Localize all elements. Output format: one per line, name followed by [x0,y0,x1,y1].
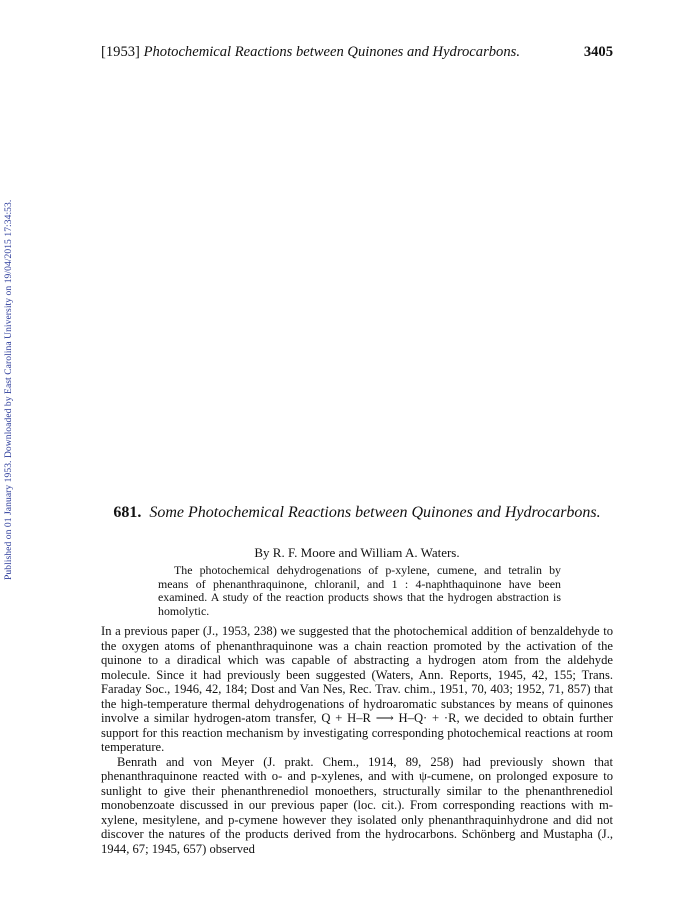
body-paragraph-2: Benrath and von Meyer (J. prakt. Chem., 1914, 89, 258) had previously shown that phenanthraquinone reacted with o- and p-xylenes, and with ψ-cumene, on prolonged exposure to sunlight to give their phenanthrenediol monoethers, structurally similar to the phenanthrenediol monobenzoate discussed in our previous paper (loc. cit.). From corresponding reactions with m-xylene, mesitylene, and p-cymene however they isolated only phenanthraquinhydrone and did not discover the natures of the products derived from the hydrocarbons. Schönberg and Mustapha (J., 1944, 67; 1945, 657) observed [101,754,613,856]
article-number: 681. [113,504,142,521]
running-head [101,44,613,61]
running-head-left [101,44,520,61]
running-head-title: Photochemical Reactions between Quinones and Hydrocarbons. [143,44,520,60]
article-title [101,503,613,522]
abstract-text: The photochemical dehydrogenations of p-xylene, cumene, and tetralin by means of phenanthraquinone, chloranil, and 1 : 4-naphthaquinone have been examined. A study of the reaction products shows that the hydrogen abstraction is homolytic. [158,563,561,618]
body-paragraph-1: In a previous paper (J., 1953, 238) we suggested that the photochemical addition of benzaldehyde to the oxygen atoms of phenanthraquinone was a chain reaction promoted by the activation of the quinone to a diradical which was capable of abstracting a hydrogen atom from the aldehyde molecule. Since it had previously been suggested (Waters, Ann. Reports, 1945, 42, 155; Trans. Faraday Soc., 1946, 42, 184; Dost and Van Nes, Rec. Trav. chim., 1951, 70, 403; 1952, 71, 857) that the high-temperature thermal dehydrogenations of hydroaromatic substances by means of quinones involve a similar hydrogen-atom transfer, Q + H–R ⟶ H–Q· + ·R, we decided to obtain further support for this reaction mechanism by investigating corresponding photochemical reactions at room temperature. [101,624,613,754]
download-note-text: Published on 01 January 1953. Downloaded by East Carolina University on 19/04/2015 17:34:53. [3,199,14,580]
article-body [101,624,613,856]
running-head-year: [1953] [101,44,140,60]
abstract [158,564,561,618]
download-watermark [3,135,15,580]
article-title-text: Some Photochemical Reactions between Quinones and Hydrocarbons. [149,504,601,521]
page-number: 3405 [583,44,613,60]
author-byline: By R. F. Moore and William A. Waters. [254,545,460,560]
